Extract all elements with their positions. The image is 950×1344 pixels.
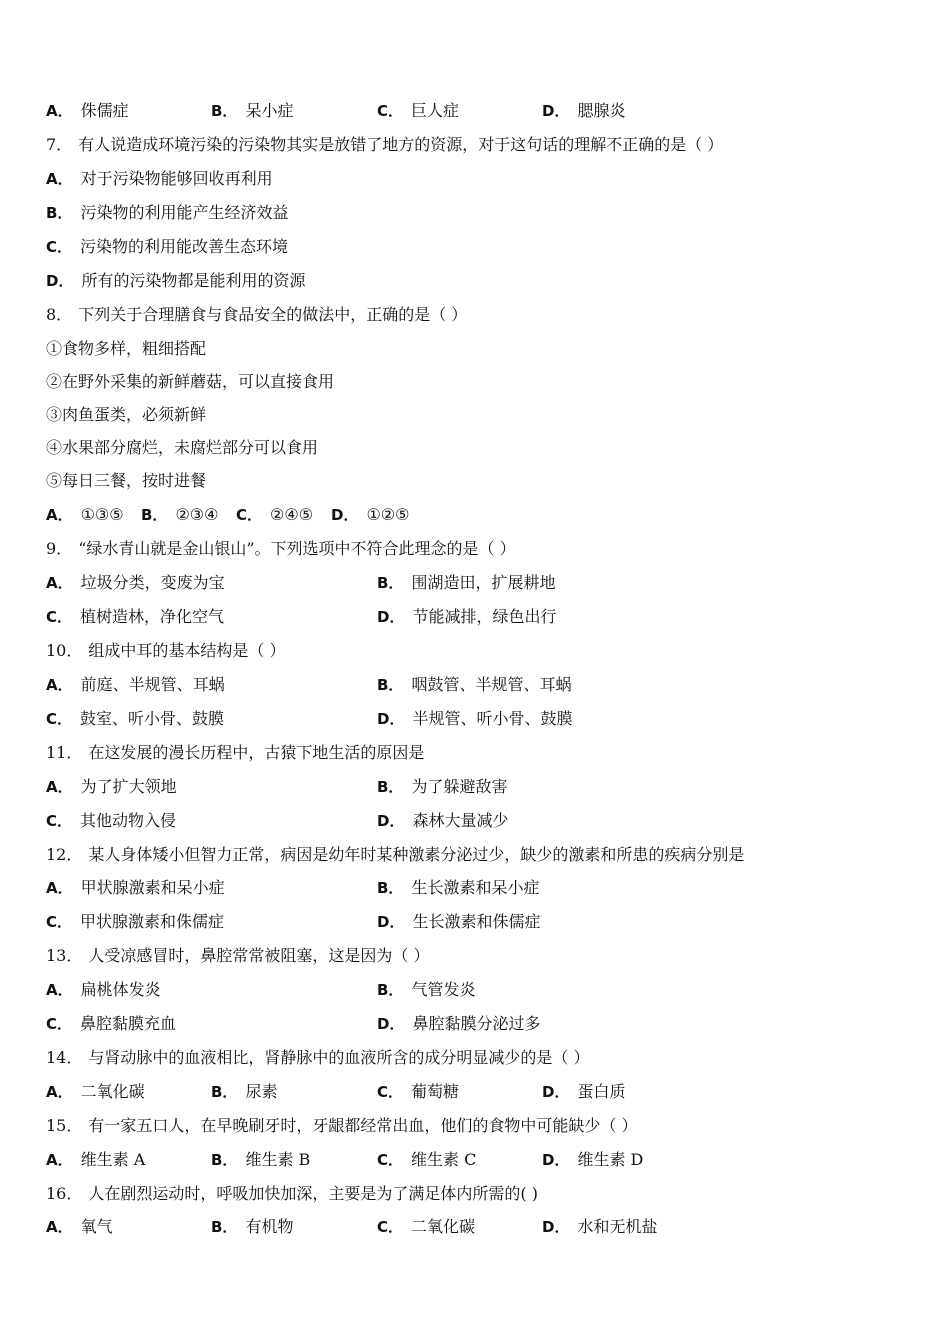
q6-option-d[interactable]: D． 腮腺炎 (542, 101, 626, 120)
q6-option-c[interactable]: C． 巨人症 (377, 101, 460, 120)
q15-stem: 15． 有一家五口人，在早晚刷牙时，牙龈都经常出血，他们的食物中可能缺少（ ） (46, 1116, 638, 1135)
q11-option-a[interactable]: A． 为了扩大领地 (46, 777, 177, 796)
q12-option-d[interactable]: D． 生长激素和侏儒症 (377, 912, 541, 931)
q12-option-c[interactable]: C． 甲状腺激素和侏儒症 (46, 912, 225, 931)
q11-option-b[interactable]: B． 为了躲避敌害 (377, 777, 508, 796)
q12-stem: 12． 某人身体矮小但智力正常，病因是幼年时某种激素分泌过少，缺少的激素和所患的疾病分别是 (46, 845, 745, 864)
q15-option-d[interactable]: D． 维生素 D (542, 1150, 644, 1169)
q11-stem: 11． 在这发展的漫长历程中，古猿下地生活的原因是 (46, 743, 425, 762)
q8-option-a[interactable]: A． ①③⑤ (46, 505, 124, 524)
q16-option-d[interactable]: D． 水和无机盐 (542, 1217, 658, 1236)
q14-option-c[interactable]: C． 葡萄糖 (377, 1082, 460, 1101)
q13-option-c[interactable]: C． 鼻腔黏膜充血 (46, 1014, 177, 1033)
q15-option-b[interactable]: B． 维生素 B (211, 1150, 311, 1169)
q13-option-a[interactable]: A． 扁桃体发炎 (46, 980, 161, 999)
q13-stem: 13． 人受凉感冒时，鼻腔常常被阻塞，这是因为（ ） (46, 946, 430, 965)
q16-option-a[interactable]: A． 氧气 (46, 1217, 113, 1236)
q11-option-c[interactable]: C． 其他动物入侵 (46, 811, 177, 830)
q10-stem: 10． 组成中耳的基本结构是（ ） (46, 641, 286, 660)
q9-stem: 9． “绿水青山就是金山银山”。下列选项中不符合此理念的是（ ） (46, 539, 516, 558)
q10-option-d[interactable]: D． 半规管、听小骨、鼓膜 (377, 709, 573, 728)
q8-item-3: ③肉鱼蛋类，必须新鲜 (46, 405, 207, 424)
q16-stem: 16． 人在剧烈运动时，呼吸加快加深，主要是为了满足体内所需的( ) (46, 1184, 538, 1203)
q8-option-b[interactable]: B． ②③④ (141, 505, 219, 524)
q9-option-a[interactable]: A． 垃圾分类，变废为宝 (46, 573, 225, 592)
q8-item-1: ①食物多样，粗细搭配 (46, 339, 207, 358)
q8-option-d[interactable]: D． ①②⑤ (331, 505, 410, 524)
q8-stem: 8． 下列关于合理膳食与食品安全的做法中，正确的是（ ） (46, 305, 468, 324)
q16-option-c[interactable]: C． 二氧化碳 (377, 1217, 476, 1236)
q8-item-5: ⑤每日三餐，按时进餐 (46, 471, 207, 490)
q10-option-a[interactable]: A． 前庭、半规管、耳蜗 (46, 675, 225, 694)
q9-option-c[interactable]: C． 植树造林，净化空气 (46, 607, 225, 626)
q8-option-c[interactable]: C． ②④⑤ (236, 505, 314, 524)
q14-option-d[interactable]: D． 蛋白质 (542, 1082, 626, 1101)
q14-stem: 14． 与肾动脉中的血液相比，肾静脉中的血液所含的成分明显减少的是（ ） (46, 1048, 590, 1067)
q7-option-b[interactable]: B． 污染物的利用能产生经济效益 (46, 203, 289, 222)
q8-item-2: ②在野外采集的新鲜蘑菇，可以直接食用 (46, 372, 335, 391)
q8-item-4: ④水果部分腐烂，未腐烂部分可以食用 (46, 438, 319, 457)
q10-option-b[interactable]: B． 咽鼓管、半规管、耳蜗 (377, 675, 572, 694)
q7-option-a[interactable]: A． 对于污染物能够回收再利用 (46, 169, 273, 188)
q13-option-d[interactable]: D． 鼻腔黏膜分泌过多 (377, 1014, 541, 1033)
q15-option-a[interactable]: A． 维生素 A (46, 1150, 146, 1169)
q9-option-d[interactable]: D． 节能减排，绿色出行 (377, 607, 557, 626)
q11-option-d[interactable]: D． 森林大量减少 (377, 811, 509, 830)
q9-option-b[interactable]: B． 围湖造田，扩展耕地 (377, 573, 556, 592)
q7-stem: 7． 有人说造成环境污染的污染物其实是放错了地方的资源，对于这句话的理解不正确的是（ ） (46, 135, 724, 154)
q10-option-c[interactable]: C． 鼓室、听小骨、鼓膜 (46, 709, 225, 728)
q12-option-a[interactable]: A． 甲状腺激素和呆小症 (46, 878, 225, 897)
q12-option-b[interactable]: B． 生长激素和呆小症 (377, 878, 540, 897)
q7-option-c[interactable]: C． 污染物的利用能改善生态环境 (46, 237, 289, 256)
q14-option-b[interactable]: B． 尿素 (211, 1082, 278, 1101)
q16-option-b[interactable]: B． 有机物 (211, 1217, 294, 1236)
q15-option-c[interactable]: C． 维生素 C (377, 1150, 477, 1169)
q6-option-a[interactable]: A． 侏儒症 (46, 101, 129, 120)
q13-option-b[interactable]: B． 气管发炎 (377, 980, 476, 999)
q14-option-a[interactable]: A． 二氧化碳 (46, 1082, 145, 1101)
q7-option-d[interactable]: D． 所有的污染物都是能利用的资源 (46, 271, 306, 290)
q6-option-b[interactable]: B． 呆小症 (211, 101, 294, 120)
